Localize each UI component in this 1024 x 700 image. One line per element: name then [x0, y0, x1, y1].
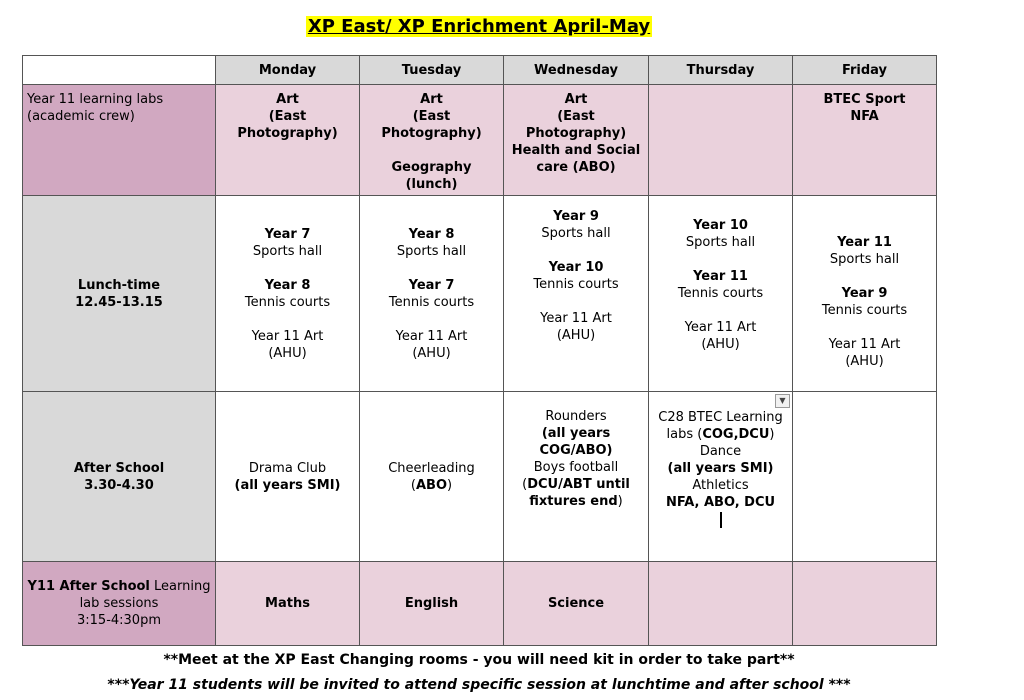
row-label-lunch: Lunch-time 12.45-13.15	[23, 196, 216, 392]
row-label-learning-labs: Year 11 learning labs (academic crew)	[23, 85, 216, 196]
cell-lunch-thursday[interactable]: Year 10 Sports hall Year 11 Tennis courts Year 11 Art (AHU)	[649, 196, 793, 392]
cell-labs-monday[interactable]: Art (East Photography)	[216, 85, 360, 196]
cell-y11-tuesday[interactable]: English	[360, 562, 504, 646]
cell-labs-thursday[interactable]	[649, 85, 793, 196]
cell-lunch-wednesday[interactable]: Year 9 Sports hall Year 10 Tennis courts Year 11 Art (AHU)	[504, 196, 649, 392]
cell-after-wednesday[interactable]: Rounders (all years COG/ABO) Boys football (DCU/ABT until fixtures end)	[504, 392, 649, 562]
cell-after-monday[interactable]: Drama Club (all years SMI)	[216, 392, 360, 562]
cell-y11-wednesday[interactable]: Science	[504, 562, 649, 646]
cell-y11-monday[interactable]: Maths	[216, 562, 360, 646]
cell-lunch-friday[interactable]: Year 11 Sports hall Year 9 Tennis courts Year 11 Art (AHU)	[793, 196, 937, 392]
header-wednesday: Wednesday	[504, 56, 649, 85]
cell-after-friday[interactable]	[793, 392, 937, 562]
header-tuesday: Tuesday	[360, 56, 504, 85]
row-learning-labs	[23, 85, 937, 196]
year11-note: ***Year 11 students will be invited to attend specific session at lunchtime and after school ***	[107, 677, 851, 693]
row-label-y11-after: Y11 After School Learning lab sessions 3:15-4:30pm	[23, 562, 216, 646]
dropdown-arrow-icon[interactable]: ▼	[775, 394, 790, 408]
page-title: XP East/ XP Enrichment April-May	[307, 16, 651, 37]
cell-lunch-tuesday[interactable]: Year 8 Sports hall Year 7 Tennis courts Year 11 Art (AHU)	[360, 196, 504, 392]
cell-after-tuesday[interactable]: Cheerleading (ABO)	[360, 392, 504, 562]
header-corner	[23, 56, 216, 85]
cell-y11-friday[interactable]	[793, 562, 937, 646]
cell-after-thursday[interactable]: ▼ C28 BTEC Learning labs (COG,DCU) Dance (all years SMI) Athletics NFA, ABO, DCU	[649, 392, 793, 562]
header-thursday: Thursday	[649, 56, 793, 85]
timetable	[22, 55, 937, 646]
cell-labs-friday[interactable]: BTEC Sport NFA	[793, 85, 937, 196]
text-cursor-icon	[720, 512, 722, 528]
row-after-school	[23, 392, 937, 562]
cell-lunch-monday[interactable]: Year 7 Sports hall Year 8 Tennis courts Year 11 Art (AHU)	[216, 196, 360, 392]
row-label-after-school: After School 3.30-4.30	[23, 392, 216, 562]
row-lunch	[23, 196, 937, 392]
cell-y11-thursday[interactable]	[649, 562, 793, 646]
header-monday: Monday	[216, 56, 360, 85]
kit-note: **Meet at the XP East Changing rooms - you will need kit in order to take part**	[163, 652, 795, 668]
cell-labs-tuesday[interactable]: Art (East Photography) Geography (lunch)	[360, 85, 504, 196]
row-y11-after	[23, 562, 937, 646]
cell-labs-wednesday[interactable]: Art (East Photography) Health and Social care (ABO)	[504, 85, 649, 196]
header-friday: Friday	[793, 56, 937, 85]
header-row	[23, 56, 937, 85]
